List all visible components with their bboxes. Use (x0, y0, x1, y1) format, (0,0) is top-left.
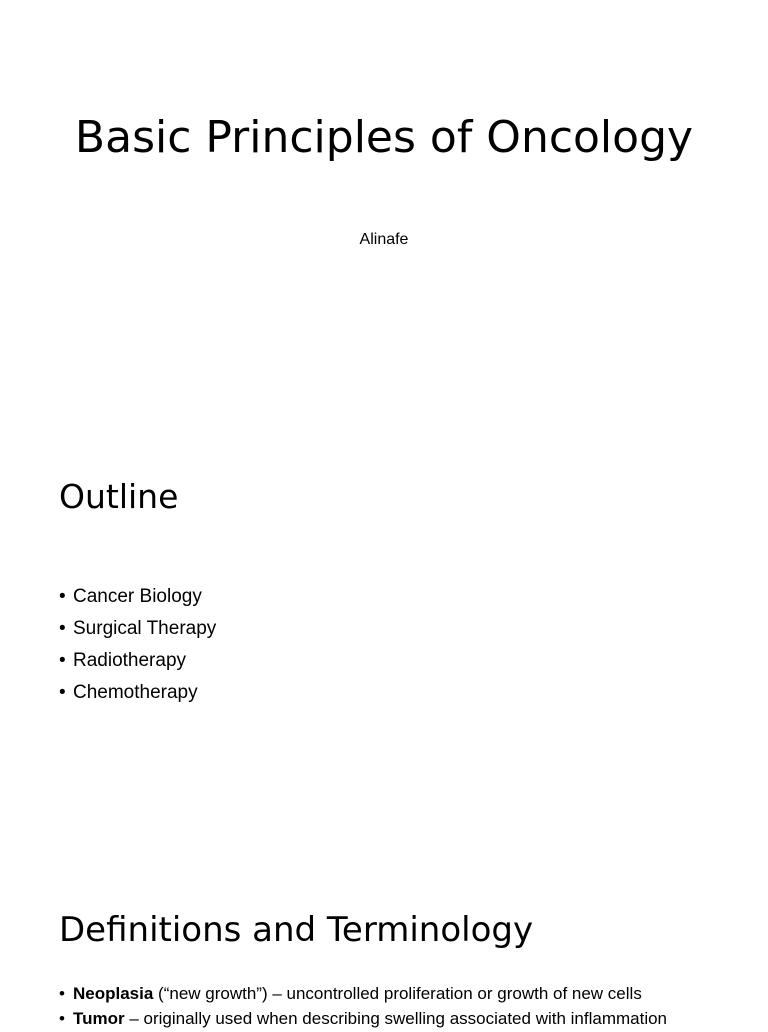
bullet-icon: • (59, 618, 66, 639)
definition-term: Neoplasia (73, 984, 154, 1003)
outline-item-label: Cancer Biology (73, 586, 202, 607)
outline-item-label: Surgical Therapy (73, 618, 217, 639)
presentation-title: Basic Principles of Oncology (74, 112, 694, 163)
definitions-list (59, 982, 667, 1032)
bullet-icon: • (59, 650, 66, 671)
outline-item-label: Radiotherapy (73, 650, 187, 671)
definition-item (59, 982, 667, 1007)
bullet-icon: • (59, 1009, 65, 1028)
outline-item (59, 584, 216, 616)
bullet-icon: • (59, 984, 65, 1003)
presentation-author: Alinafe (359, 231, 409, 248)
outline-list (59, 584, 216, 712)
outline-item (59, 648, 216, 680)
outline-heading: Outline (59, 477, 179, 516)
definitions-slide (0, 864, 768, 1028)
definition-text: – originally used when describing swelling associated with inflammation (124, 1009, 668, 1028)
outline-item (59, 616, 216, 648)
definitions-heading: Definitions and Terminology (59, 910, 534, 950)
definition-text: (“new growth”) – uncontrolled proliferation or growth of new cells (153, 984, 642, 1003)
definition-term: Tumor (73, 1009, 125, 1028)
outline-item (59, 680, 216, 712)
bullet-icon: • (59, 586, 66, 607)
definition-item (59, 1007, 667, 1032)
outline-item-label: Chemotherapy (73, 682, 198, 703)
bullet-icon: • (59, 682, 66, 703)
title-slide (0, 0, 768, 432)
outline-slide (0, 432, 768, 864)
